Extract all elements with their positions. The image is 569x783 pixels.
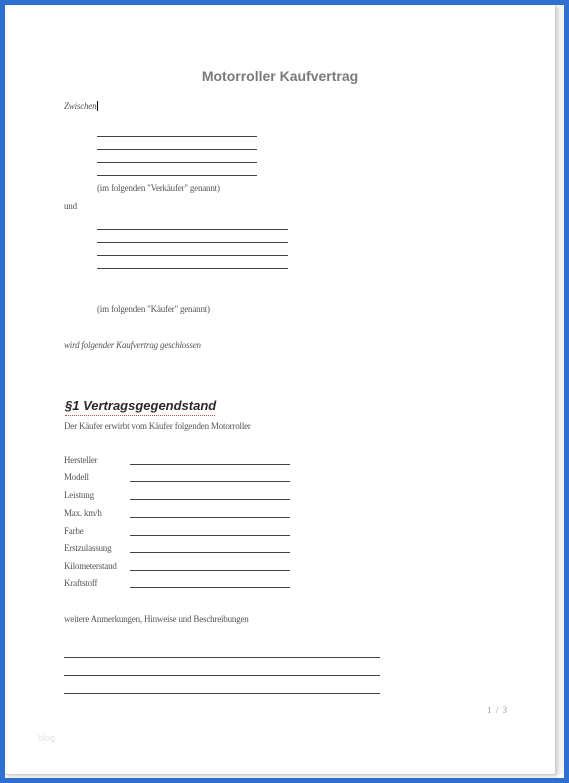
seller-line-3[interactable]: [97, 162, 257, 163]
remarks-line-2[interactable]: [64, 675, 380, 676]
page-number: 1 / 3: [487, 705, 509, 715]
text-cursor: [97, 101, 98, 111]
field-line-max-kmh[interactable]: [130, 517, 290, 518]
spellcheck-underline: [65, 414, 215, 416]
between-label-wrap: [64, 101, 98, 111]
seller-line-2[interactable]: [97, 149, 257, 150]
seller-line-1[interactable]: [97, 136, 257, 137]
document-page: [5, 5, 556, 775]
field-line-hersteller[interactable]: [130, 464, 290, 465]
watermark-text: blog: [38, 733, 56, 743]
document-title: Motorroller Kaufvertrag: [201, 68, 359, 84]
buyer-note: (im folgenden "Käufer" genannt): [97, 304, 210, 314]
and-label: und: [64, 201, 77, 211]
seller-line-4[interactable]: [97, 175, 257, 176]
section-1-heading: §1 Vertragsgegendstand: [65, 398, 217, 413]
field-label-modell: Modell: [64, 472, 89, 482]
contract-closed-text: wird folgender Kaufvertrag geschlossen: [64, 340, 201, 350]
field-label-hersteller: Hersteller: [64, 455, 98, 465]
remarks-line-1[interactable]: [64, 657, 380, 658]
field-label-kilometerstand: Kilometerstand: [64, 561, 117, 571]
field-line-kilometerstand[interactable]: [130, 570, 290, 571]
buyer-line-4[interactable]: [97, 268, 288, 269]
scroll-gutter: [556, 5, 564, 774]
field-line-kraftstoff[interactable]: [130, 587, 290, 588]
buyer-line-2[interactable]: [97, 242, 288, 243]
field-line-erstzulassung[interactable]: [130, 552, 290, 553]
field-label-erstzulassung: Erstzulassung: [64, 543, 112, 553]
field-label-farbe: Farbe: [64, 526, 84, 536]
field-line-farbe[interactable]: [130, 535, 290, 536]
remarks-line-3[interactable]: [64, 693, 380, 694]
buyer-line-3[interactable]: [97, 255, 288, 256]
seller-note: (im folgenden "Verkäufer" genannt): [97, 183, 220, 193]
field-line-modell[interactable]: [130, 481, 290, 482]
field-label-leistung: Leistung: [64, 490, 94, 500]
field-label-kraftstoff: Kraftstoff: [64, 578, 98, 588]
buyer-line-1[interactable]: [97, 229, 288, 230]
field-label-max-kmh: Max. km/h: [64, 508, 102, 518]
between-label: Zwischen: [64, 101, 97, 111]
section-1-intro: Der Käufer erwirbt vom Käufer folgenden Motorroller: [64, 421, 251, 431]
remarks-label: weitere Anmerkungen, Hinweise und Beschreibungen: [64, 614, 249, 624]
field-line-leistung[interactable]: [130, 499, 290, 500]
